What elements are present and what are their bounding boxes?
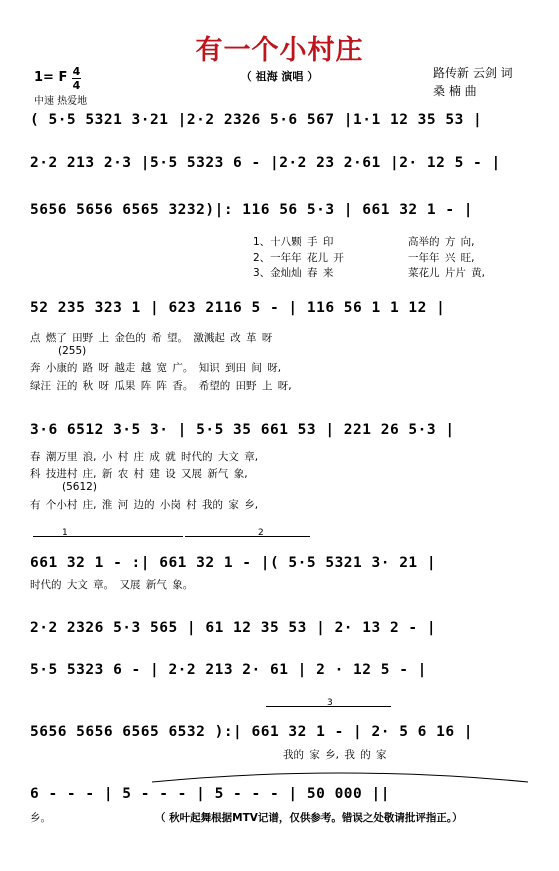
key-signature: 1= F bbox=[34, 70, 68, 85]
volta-2-label: 2 bbox=[258, 528, 264, 538]
time-sig-bottom: 4 bbox=[72, 79, 81, 92]
lyric-row4-sub: (255) bbox=[58, 345, 87, 357]
score-row-6: 661 32 1 - :| 661 32 1 - |( 5·5 5321 3· 21 | bbox=[30, 555, 437, 571]
tempo-marking: 中速 热爱地 bbox=[34, 96, 88, 107]
lyric-row5-line3: 有 个小村 庄, 淮 河 边的 小岗 村 我的 家 乡, bbox=[30, 499, 259, 511]
lyric-v1-a: 1、十八颗 手 印 bbox=[253, 236, 334, 248]
lyric-row4-line1: 点 燃了 田野 上 金色的 希 望。 激溅起 改 革 呀 bbox=[30, 332, 273, 344]
lyric-row5-line1: 春 潮万里 浪, 小 村 庄 成 就 时代的 大文 章, bbox=[30, 451, 259, 463]
lyric-row4-line3: 绿汪 汪的 秋 呀 瓜果 阵 阵 香。 希望的 田野 上 呀, bbox=[30, 380, 292, 392]
score-row-9: 5656 5656 6565 6532 ):| 661 32 1 - | 2· 5 6 16 | bbox=[30, 724, 474, 740]
lyric-v2-b: 一年年 兴 旺, bbox=[408, 252, 475, 264]
lyric-v2-a: 2、一年年 花儿 开 bbox=[253, 252, 344, 264]
lyric-v3-b: 菜花儿 片片 黄, bbox=[408, 267, 486, 279]
composer-credit: 桑 楠 曲 bbox=[433, 84, 477, 98]
time-signature bbox=[72, 66, 81, 91]
score-row-4: 52 235 323 1 | 623 2116 5 - | 116 56 1 1 12 | bbox=[30, 300, 446, 316]
singer-credit: （ 祖海 演唱 ） bbox=[240, 70, 319, 83]
score-row-5: 3·6 6512 3·5 3· | 5·5 35 661 53 | 221 26 5·3 | bbox=[30, 422, 455, 438]
lyric-v1-b: 高举的 方 向, bbox=[408, 236, 475, 248]
lyricist-credit: 路传新 云剑 词 bbox=[433, 66, 513, 80]
lyric-row5-sub: (5612) bbox=[62, 481, 97, 493]
score-row-8: 5·5 5323 6 - | 2·2 213 2· 61 | 2 · 12 5 - | bbox=[30, 662, 427, 678]
tie-arc bbox=[150, 768, 530, 786]
lyric-v3-a: 3、金灿灿 春 来 bbox=[253, 267, 334, 279]
volta-2-bracket bbox=[185, 536, 310, 537]
score-row-1: ( 5·5 5321 3·21 |2·2 2326 5·6 567 |1·1 12 35 53 | bbox=[30, 112, 483, 128]
volta-1-bracket bbox=[33, 536, 183, 537]
score-row-3: 5656 5656 6565 3232)|: 116 56 5·3 | 661 32 1 - | bbox=[30, 202, 474, 218]
score-row-7: 2·2 2326 5·3 565 | 61 12 35 53 | 2· 13 2 - | bbox=[30, 620, 437, 636]
volta-3-label: 3 bbox=[327, 698, 333, 708]
volta-1-label: 1 bbox=[62, 528, 68, 538]
lyric-end: 乡。 bbox=[30, 812, 51, 824]
lyric-row6: 时代的 大文 章。 又展 新气 象。 bbox=[30, 579, 194, 591]
score-row-10: 6 - - - | 5 - - - | 5 - - - | 50 000 || bbox=[30, 786, 390, 802]
lyric-row9: 我的 家 乡, 我 的 家 bbox=[283, 749, 387, 761]
song-title: 有一个小村庄 bbox=[195, 35, 364, 66]
lyric-row5-line2: 科 技进村 庄, 新 农 村 建 设 又展 新气 象, bbox=[30, 468, 248, 480]
footnote: （ 秋叶起舞根据MTV记谱，仅供参考。错误之处敬请批评指正。） bbox=[155, 812, 463, 824]
lyric-row4-line2: 奔 小康的 路 呀 越走 越 宽 广。 知识 到田 间 呀, bbox=[30, 362, 282, 374]
score-row-2: 2·2 213 2·3 |5·5 5323 6 - |2·2 23 2·61 |2· 12 5 - | bbox=[30, 155, 501, 171]
time-sig-top: 4 bbox=[72, 65, 81, 78]
